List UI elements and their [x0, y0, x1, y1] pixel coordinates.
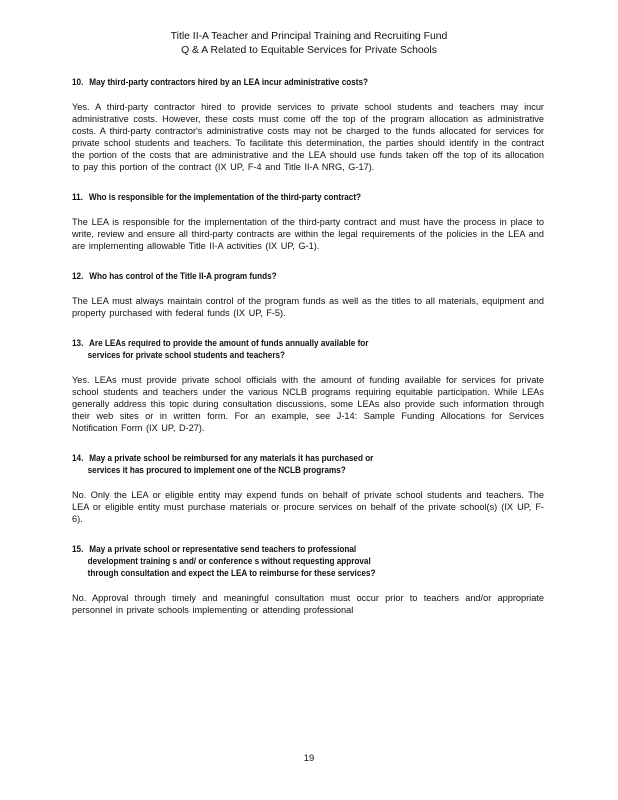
question-text-continued: services it has procured to implement one of the NCLB programs?: [87, 465, 346, 475]
answer-11: The LEA is responsible for the implementation of the third-party contract and must have the process in place to write, review and ensure all third-party contracts are within the legal requirements of the policies in the LEA and are implementing allowable Title II-A activities (IX UP, G-1).: [72, 217, 544, 251]
answer-12: The LEA must always maintain control of the program funds as well as the titles to all materials, equipment and property purchased with federal funds (IX UP, F-5).: [72, 296, 544, 318]
header-title-line2: Q & A Related to Equitable Services for Private Schools: [181, 45, 437, 56]
question-text: May third-party contractors hired by an LEA incur administrative costs?: [89, 77, 369, 87]
question-text: May a private school or representative send teachers to professional: [89, 544, 357, 554]
page-number: 19: [303, 752, 315, 763]
question-10: [72, 76, 541, 88]
question-number: 12.: [72, 271, 84, 281]
answer-15: No. Approval through timely and meaningful consultation must occur prior to teachers and/or appropriate personnel in private schools implementing or attending professional: [72, 593, 544, 615]
question-13: [72, 337, 541, 361]
question-number: 13.: [72, 338, 84, 348]
question-number: 15.: [72, 544, 84, 554]
question-number: 14.: [72, 453, 84, 463]
answer-10: Yes. A third-party contractor hired to provide services to private school students and teachers may incur administrative costs. However, these costs must come off the top of the program allocation as administrative costs. A third-party contractor's administrative costs may not be charged to the funds allocated for services for private school students and teachers. To facilitate this determination, the parties should identify in the contract the portion of the costs that are administrative and the LEA should use funds taken off the top of its allocation to pay this portion of the contract (IX UP, F-4 and Title II-A NRG, G-17).: [72, 102, 544, 172]
qa-body: [72, 76, 544, 634]
question-text-continued-2: through consultation and expect the LEA to reimburse for these services?: [87, 568, 376, 578]
question-11: [72, 191, 541, 203]
page-header: [60, 30, 558, 58]
question-text: May a private school be reimbursed for any materials it has purchased or: [89, 453, 374, 463]
question-15: [72, 543, 541, 579]
answer-13: Yes. LEAs must provide private school officials with the amount of funding available for services for private school students and teachers under the various NCLB programs requiring equitable participation. While LEAs generally address this topic during consultation discussions, some LEAs also provide such information through their web sites or in written form. For an example, see J-14: Sample Funding Allocations for Services Notification Form (IX UP, D-27).: [72, 375, 544, 433]
qa-item-15: [72, 543, 544, 616]
qa-item-11: [72, 191, 544, 252]
qa-item-10: [72, 76, 544, 173]
qa-item-13: [72, 337, 544, 434]
question-text: Are LEAs required to provide the amount of funds annually available for: [89, 338, 369, 348]
question-text-continued: development training s and/ or conference s without requesting approval: [87, 556, 371, 566]
qa-item-14: [72, 452, 544, 525]
question-12: [72, 270, 541, 282]
answer-14: No. Only the LEA or eligible entity may expend funds on behalf of private school students and teachers. The LEA or eligible entity must purchase materials or procure services on behalf of the private school(s) (IX UP, F-6).: [72, 490, 544, 524]
header-title-line1: Title II-A Teacher and Principal Training and Recruiting Fund: [170, 31, 448, 42]
question-text: Who has control of the Title II-A program funds?: [89, 271, 277, 281]
question-14: [72, 452, 541, 476]
qa-item-12: [72, 270, 544, 319]
question-text: Who is responsible for the implementation of the third-party contract?: [88, 192, 362, 202]
question-number: 11.: [72, 192, 83, 202]
question-number: 10.: [72, 77, 84, 87]
question-text-continued: services for private school students and teachers?: [87, 350, 286, 360]
